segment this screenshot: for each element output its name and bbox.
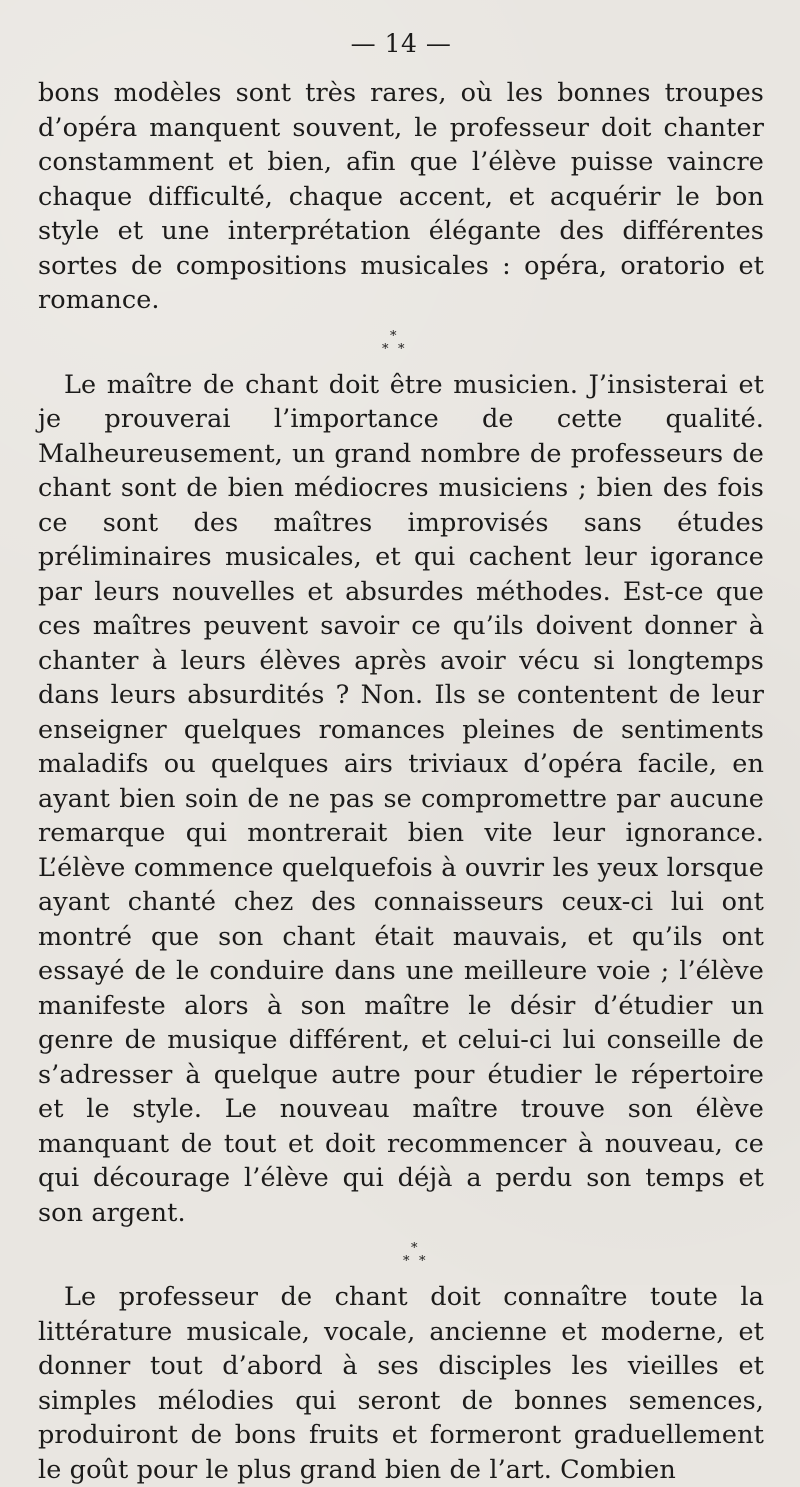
separator-star-right: * <box>419 1254 426 1269</box>
paragraph-musician: Le maître de chant doit être musicien. J’insisterai et je prouverai l’importance de cette qualité. Malheureusement, un grand nombre de professeurs de chant sont de bien médiocres musiciens ; bien des fois ce sont des maîtres improvisés sans études préliminaires musicales, et qui cachent leur igorance par leurs nouvelles et absurdes méthodes. Est-ce que ces maîtres peuvent savoir ce qu’ils doivent donner à chanter à leurs élèves après avoir vécu si longtemps dans leurs absurdités ? Non. Ils se contentent de leur enseigner quelques romances pleines de sentiments maladifs ou quelques airs triviaux d’opéra facile, en ayant bien soin de ne pas se compromettre par aucune remarque qui montrerait bien vite leur ignorance. L’élève commence quelquefois à ouvrir les yeux lorsque ayant chanté chez des connaisseurs ceux-ci lui ont montré que son chant était mauvais, et qu’ils ont essayé de le conduire dans une meilleure voie ; l’élève manifeste alors à son maître le désir d’étudier un genre de musique différent, et celui-ci lui conseille de s’adresser à quelque autre pour étudier le répertoire et le style. Le nouveau maître trouve son élève manquant de tout et doit recommencer à nouveau, ce qui décourage l’élève qui déjà a perdu son temps et son argent. <box>38 369 764 1228</box>
section-separator <box>38 1232 764 1278</box>
separator-star-left: * <box>382 341 389 357</box>
paragraph-literature: Le professeur de chant doit connaître toute la littérature musicale, vocale, ancienne et moderne, et donner tout d’abord à ses disciples les vieilles et simples mélodies qui seront de bonnes semences, produiront de bons fruits et formeront graduellement le goût pour le plus grand bien de l’art. Combien <box>38 1282 764 1485</box>
page-number: — 14 — <box>350 29 452 58</box>
paragraph-continuation: bons modèles sont très rares, où les bonnes troupes d’opéra manquent souvent, le professeur doit chanter constamment et bien, afin que l’élève puisse vaincre chaque difficulté, chaque accent, et acquérir le bon style et une interprétation élégante des différentes sortes de compositions musicales : opéra, oratorio et romance. <box>38 78 764 315</box>
separator-star-top: * <box>411 1241 418 1256</box>
separator-star-left: * <box>403 1254 410 1269</box>
section-separator <box>38 320 764 366</box>
separator-star-right: * <box>398 341 405 357</box>
separator-star-top: * <box>390 328 397 344</box>
